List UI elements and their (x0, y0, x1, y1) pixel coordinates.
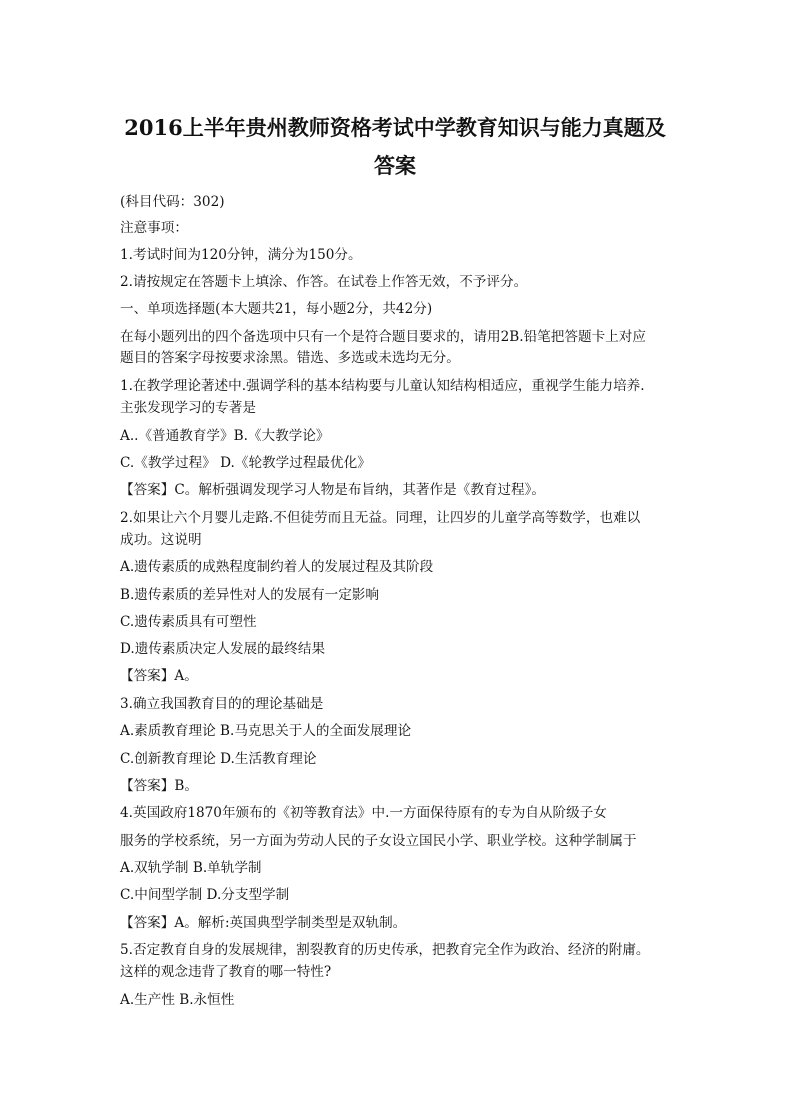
subject-code: (科目代码：302) (120, 194, 225, 210)
question-4-options-ab: A.双轨学制 B.单轨学制 (120, 860, 262, 876)
question-5-options-ab: A.生产性 B.永恒性 (120, 992, 235, 1008)
question-2-answer: 【答案】A。 (120, 668, 198, 684)
question-4-answer: 【答案】A。解析:英国典型学制类型是双轨制。 (120, 915, 407, 931)
question-2-option-d: D.遗传素质决定人发展的最终结果 (120, 641, 326, 657)
document-title-line-2: 答案 (374, 153, 416, 178)
section-instruction-line-1: 在每小题列出的四个备选项中只有一个是符合题目要求的，请用2B.铅笔把答题卡上对应 (120, 329, 646, 345)
question-5-stem-line-1: 5.否定教育自身的发展规律，割裂教育的历史传承，把教育完全作为政治、经济的附庸。 (120, 942, 650, 958)
question-2-stem-line-2: 成功。这说明 (120, 532, 202, 548)
question-1-options-cd: C.《教学过程》 D.《轮教学过程最优化》 (120, 455, 371, 471)
question-4-options-cd: C.中间型学制 D.分支型学制 (120, 887, 290, 903)
question-5-stem-line-2: 这样的观念违背了教育的哪一特性? (120, 964, 332, 980)
section-heading: 一、单项选择题(本大题共21，每小题2分，共42分) (120, 301, 433, 317)
question-1-options-ab: A..《普通教育学》B.《大教学论》 (120, 428, 330, 444)
notice-heading: 注意事项： (120, 220, 188, 236)
question-2-option-c: C.遗传素质具有可塑性 (120, 614, 257, 630)
document-title-line-1: 2016上半年贵州教师资格考试中学教育知识与能力真题及 (124, 115, 666, 140)
question-2-option-a: A.遗传素质的成熟程度制约着人的发展过程及其阶段 (120, 559, 434, 575)
question-1-stem-line-1: 1.在教学理论著述中.强调学科的基本结构要与儿童认知结构相适应，重视学生能力培养. (120, 378, 645, 394)
notice-item-2: 2.请按规定在答题卡上填涂、作答。在试卷上作答无效，不予评分。 (120, 274, 528, 290)
question-4-stem-line-2: 服务的学校系统，另一方面为劳动人民的子女设立国民小学、职业学校。这种学制属于 (120, 833, 637, 849)
section-instruction-line-2: 题目的答案字母按要求涂黑。错选、多选或未选均无分。 (120, 350, 460, 366)
question-4-stem-line-1: 4.英国政府1870年颁布的《初等教育法》中.一方面保待原有的专为自从阶级子女 (120, 805, 607, 821)
question-3-answer: 【答案】B。 (120, 778, 198, 794)
question-3-options-ab: A.素质教育理论 B.马克思关于人的全面发展理论 (120, 723, 412, 739)
question-1-answer: 【答案】C。解析强调发现学习人物是布旨纳，其著作是《教育过程》。 (120, 482, 546, 498)
question-2-option-b: B.遗传素质的差异性对人的发展有一定影响 (120, 587, 379, 603)
question-3-stem: 3.确立我国教育目的的理论基础是 (120, 696, 324, 712)
question-2-stem-line-1: 2.如果让六个月婴儿走路.不但徒劳而且无益。同理，让四岁的儿童学高等数学，也难以 (120, 510, 641, 526)
question-1-stem-line-2: 主张发现学习的专著是 (120, 400, 256, 416)
notice-item-1: 1.考试时间为120分钟，满分为150分。 (120, 247, 362, 263)
question-3-options-cd: C.创新教育理论 D.生活教育理论 (120, 751, 317, 767)
